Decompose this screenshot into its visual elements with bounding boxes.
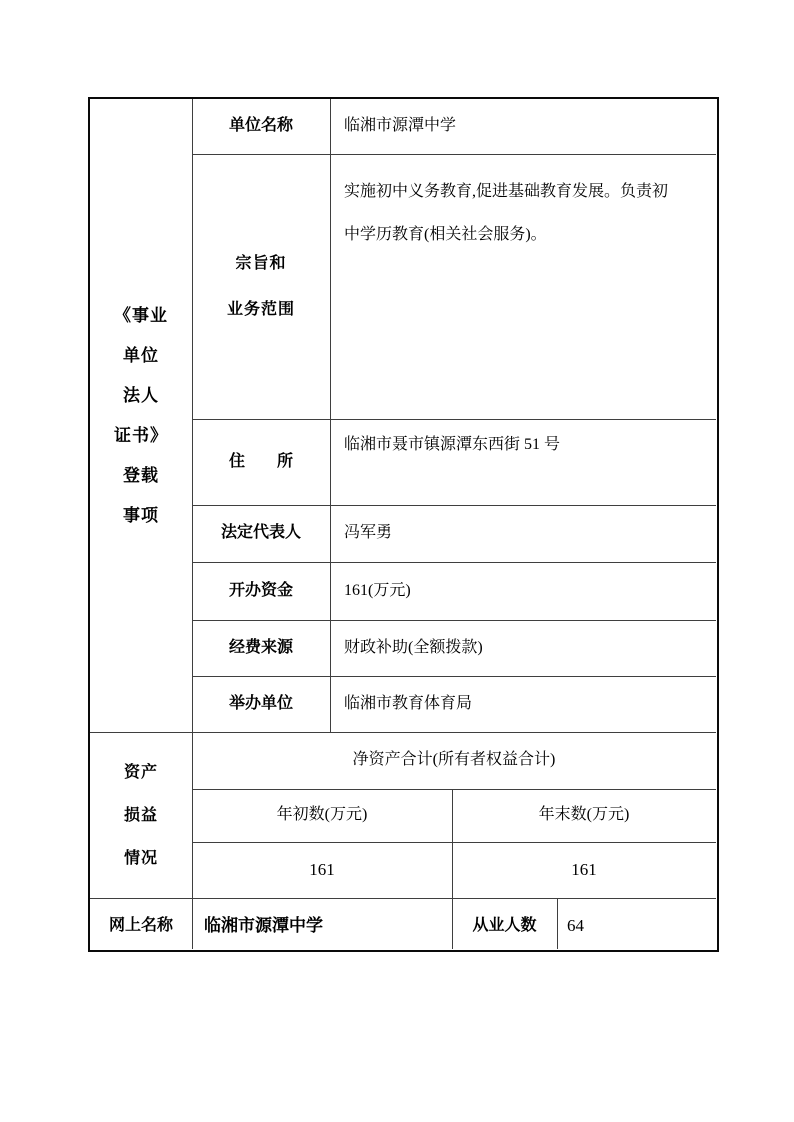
grid-hline-below-net-assets	[192, 789, 716, 790]
legal-representative-label: 法定代表人	[220, 524, 301, 542]
assets-title-line: 资产	[123, 763, 158, 781]
registration-table	[88, 97, 719, 952]
year-start-header: 年初数(万元)	[276, 806, 368, 824]
legal-representative-value: 冯军勇	[344, 524, 393, 542]
certificate-title-line: 事项	[123, 505, 159, 525]
grid-vline-label-column	[330, 99, 331, 732]
certificate-title-line: 单位	[123, 345, 159, 365]
mission-value-text: 实施初中义务教育,促进基础教育发展。负责初中学历教育(相关社会服务)。	[344, 183, 669, 243]
grid-hline-below-mission	[192, 419, 716, 420]
grid-vline-left-column	[192, 99, 193, 949]
year-end-header: 年末数(万元)	[538, 806, 630, 824]
net-assets-header: 净资产合计(所有者权益合计)	[352, 751, 556, 769]
certificate-section-title	[90, 99, 192, 732]
opening-capital-label: 开办资金	[228, 581, 293, 599]
address-label: 住 所	[228, 452, 293, 470]
mission-label-line: 业务范围	[226, 300, 295, 318]
certificate-title-line: 法人	[123, 385, 159, 405]
mission-label	[192, 154, 330, 419]
year-start-value: 161	[309, 859, 335, 879]
unit-name-value: 临湘市源潭中学	[344, 117, 457, 135]
assets-title-line: 情况	[123, 849, 158, 867]
organizer-value: 临湘市教育体育局	[344, 694, 473, 712]
grid-vline-staff-split	[557, 898, 558, 949]
year-end-value: 161	[571, 859, 597, 879]
online-name-value: 临湘市源潭中学	[204, 915, 323, 935]
staff-count-label: 从业人数	[472, 916, 537, 934]
grid-hline-below-funding	[192, 676, 716, 677]
grid-hline-below-year-headers	[192, 842, 716, 843]
assets-section-title	[90, 732, 192, 898]
organizer-label: 举办单位	[228, 694, 293, 712]
grid-hline-below-unit-name	[192, 154, 716, 155]
grid-hline-below-capital	[192, 620, 716, 621]
funding-source-value: 财政补助(全额拨款)	[344, 638, 483, 656]
opening-capital-value: 161(万元)	[344, 581, 411, 599]
grid-hline-assets-section	[90, 732, 716, 733]
unit-name-label: 单位名称	[228, 117, 293, 135]
online-name-label: 网上名称	[108, 916, 173, 934]
grid-hline-below-address	[192, 505, 716, 506]
funding-source-label: 经费来源	[228, 638, 293, 656]
assets-title-line: 损益	[123, 806, 158, 824]
certificate-title-line: 登载	[123, 465, 159, 485]
staff-count-value: 64	[567, 915, 584, 935]
grid-hline-below-legal-rep	[192, 562, 716, 563]
mission-label-line: 宗旨和	[235, 254, 287, 272]
certificate-title-line: 《事业	[114, 305, 168, 325]
certificate-title-line: 证书》	[114, 425, 168, 445]
grid-vline-year-split	[452, 789, 453, 949]
grid-hline-footer-section	[90, 898, 716, 899]
address-value: 临湘市聂市镇源潭东西街 51 号	[344, 436, 561, 453]
mission-value	[330, 154, 716, 419]
